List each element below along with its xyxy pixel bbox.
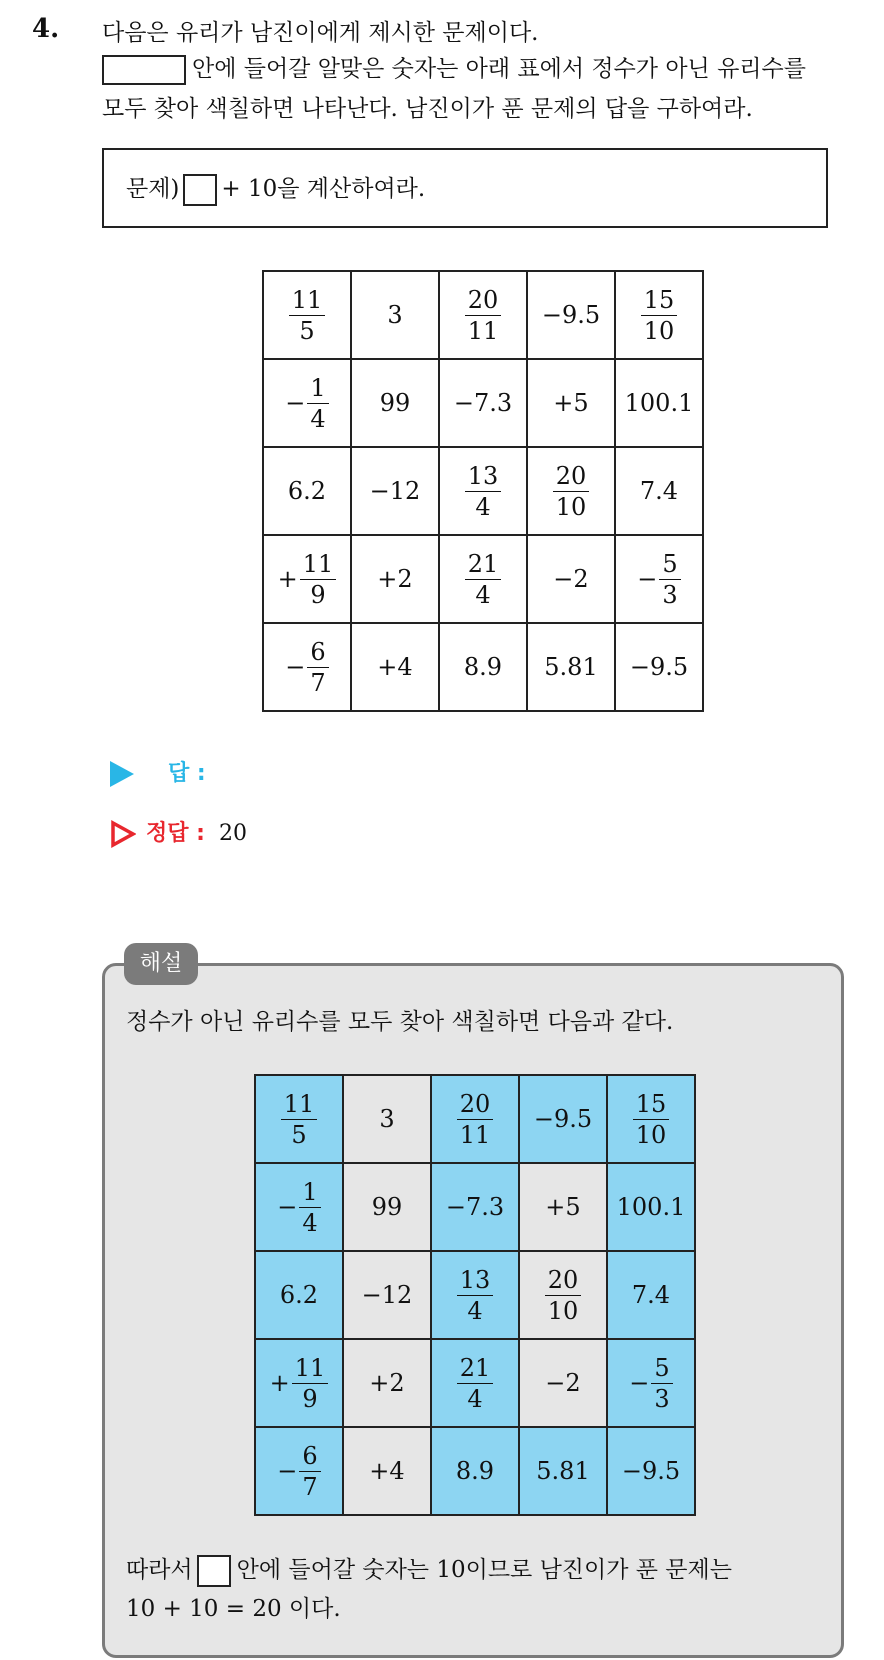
fraction bbox=[457, 1089, 494, 1149]
fraction-numerator: 11 bbox=[281, 1092, 318, 1120]
table-cell bbox=[439, 447, 527, 535]
fraction-numerator: 20 bbox=[465, 288, 502, 316]
cell-value: −9.5 bbox=[621, 1457, 681, 1485]
table-cell bbox=[527, 447, 615, 535]
table-cell bbox=[431, 1339, 519, 1427]
cell-value: +2 bbox=[369, 1369, 405, 1397]
fraction-numerator: 15 bbox=[641, 288, 678, 316]
fraction-denominator: 9 bbox=[302, 1384, 318, 1413]
problem-suffix: + 10을 계산하여라. bbox=[221, 176, 426, 202]
number-table bbox=[262, 270, 704, 712]
question-line-1: 다음은 유리가 남진이에게 제시한 문제이다. bbox=[102, 20, 539, 46]
fraction-denominator: 4 bbox=[467, 1296, 483, 1325]
fraction bbox=[545, 1265, 582, 1325]
cell-value: +4 bbox=[377, 653, 413, 681]
play-outline-icon bbox=[110, 820, 136, 848]
table-cell bbox=[263, 271, 351, 359]
fraction-denominator: 4 bbox=[467, 1384, 483, 1413]
fraction-numerator: 15 bbox=[633, 1092, 670, 1120]
fraction-sign: − bbox=[277, 1193, 298, 1221]
table-cell bbox=[615, 535, 703, 623]
question-line-2: 안에 들어갈 알맞은 숫자는 아래 표에서 정수가 아닌 유리수를 bbox=[192, 56, 806, 82]
fraction-sign: − bbox=[285, 653, 306, 681]
table-cell bbox=[615, 359, 703, 447]
fraction-numerator: 11 bbox=[300, 552, 337, 580]
table-cell bbox=[615, 271, 703, 359]
cell-value: +5 bbox=[545, 1193, 581, 1221]
fraction-denominator: 10 bbox=[643, 316, 675, 345]
fraction bbox=[292, 1353, 329, 1413]
table-cell bbox=[255, 1339, 343, 1427]
fraction bbox=[289, 285, 326, 345]
table-row bbox=[263, 535, 703, 623]
cell-value: −9.5 bbox=[541, 301, 601, 329]
table-cell bbox=[343, 1163, 431, 1251]
fraction-denominator: 10 bbox=[555, 492, 587, 521]
correct-answer-label: 정답 : bbox=[146, 821, 205, 846]
cell-value: +2 bbox=[377, 565, 413, 593]
fraction-numerator: 21 bbox=[457, 1356, 494, 1384]
fraction-denominator: 11 bbox=[467, 316, 499, 345]
table-row bbox=[263, 447, 703, 535]
fraction-numerator: 13 bbox=[457, 1268, 494, 1296]
fraction-denominator: 11 bbox=[459, 1120, 491, 1149]
cell-value: −9.5 bbox=[533, 1105, 593, 1133]
fraction-sign: − bbox=[629, 1369, 650, 1397]
table-cell bbox=[607, 1075, 695, 1163]
answer-blank-box bbox=[102, 55, 186, 85]
cell-value: +5 bbox=[553, 389, 589, 417]
fraction bbox=[457, 1353, 494, 1413]
table-cell bbox=[615, 623, 703, 711]
fraction-denominator: 10 bbox=[635, 1120, 667, 1149]
table-cell bbox=[263, 359, 351, 447]
solution-conclusion-line-1 bbox=[126, 1551, 732, 1587]
table-cell bbox=[615, 447, 703, 535]
table-cell bbox=[351, 271, 439, 359]
cell-value: 7.4 bbox=[631, 1281, 671, 1309]
table-cell bbox=[255, 1163, 343, 1251]
fraction-denominator: 5 bbox=[291, 1120, 307, 1149]
cell-value: 3 bbox=[387, 301, 403, 329]
cell-value: +4 bbox=[369, 1457, 405, 1485]
conclusion-blank bbox=[197, 1555, 231, 1587]
fraction-sign: − bbox=[285, 389, 306, 417]
fraction-numerator: 1 bbox=[307, 376, 328, 404]
solution-tag: 해설 bbox=[124, 943, 198, 985]
fraction bbox=[465, 549, 502, 609]
fraction-numerator: 21 bbox=[465, 552, 502, 580]
fraction-numerator: 6 bbox=[307, 640, 328, 668]
fraction bbox=[633, 1089, 670, 1149]
table-cell bbox=[439, 359, 527, 447]
fraction-denominator: 7 bbox=[310, 668, 326, 697]
problem-prefix: 문제) bbox=[126, 176, 180, 202]
table-cell bbox=[519, 1427, 607, 1515]
table-cell bbox=[519, 1339, 607, 1427]
fraction-numerator: 5 bbox=[659, 552, 680, 580]
fraction bbox=[465, 285, 502, 345]
table-cell bbox=[431, 1075, 519, 1163]
table-cell bbox=[527, 359, 615, 447]
table-cell bbox=[351, 359, 439, 447]
fraction bbox=[299, 1177, 320, 1237]
table-cell bbox=[263, 535, 351, 623]
fraction bbox=[465, 461, 502, 521]
fraction bbox=[281, 1089, 318, 1149]
table-cell bbox=[431, 1251, 519, 1339]
table-row bbox=[263, 623, 703, 711]
fraction bbox=[300, 549, 337, 609]
table-cell bbox=[519, 1075, 607, 1163]
cell-value: −7.3 bbox=[453, 389, 513, 417]
cell-value: −12 bbox=[369, 477, 421, 505]
problem-text bbox=[126, 170, 425, 206]
table-cell bbox=[607, 1251, 695, 1339]
table-cell bbox=[343, 1427, 431, 1515]
cell-value: 8.9 bbox=[455, 1457, 495, 1485]
cell-value: 3 bbox=[379, 1105, 395, 1133]
table-row bbox=[263, 271, 703, 359]
cell-value: −2 bbox=[553, 565, 589, 593]
question-number: 4. bbox=[32, 14, 60, 44]
table-cell bbox=[527, 535, 615, 623]
fraction-denominator: 3 bbox=[662, 580, 678, 609]
correct-answer-row bbox=[110, 816, 247, 848]
fraction-sign: + bbox=[277, 565, 298, 593]
table-row bbox=[255, 1427, 695, 1515]
table-cell bbox=[527, 623, 615, 711]
table-row bbox=[263, 359, 703, 447]
fraction bbox=[457, 1265, 494, 1325]
fraction-denominator: 4 bbox=[302, 1208, 318, 1237]
cell-value: 5.81 bbox=[544, 653, 598, 681]
fraction bbox=[299, 1441, 320, 1501]
fraction-numerator: 6 bbox=[299, 1444, 320, 1472]
table-cell bbox=[263, 623, 351, 711]
table-cell bbox=[343, 1251, 431, 1339]
fraction-numerator: 11 bbox=[289, 288, 326, 316]
cell-value: 99 bbox=[371, 1193, 403, 1221]
cell-value: 6.2 bbox=[279, 1281, 319, 1309]
fraction-numerator: 20 bbox=[553, 464, 590, 492]
fraction-denominator: 3 bbox=[654, 1384, 670, 1413]
table-cell bbox=[607, 1339, 695, 1427]
table-cell bbox=[255, 1075, 343, 1163]
fraction-numerator: 1 bbox=[299, 1180, 320, 1208]
problem-box bbox=[102, 148, 828, 228]
fraction bbox=[307, 373, 328, 433]
fraction bbox=[641, 285, 678, 345]
table-cell bbox=[351, 447, 439, 535]
solution-table bbox=[254, 1074, 696, 1516]
cell-value: 6.2 bbox=[287, 477, 327, 505]
fraction-denominator: 10 bbox=[547, 1296, 579, 1325]
table-row bbox=[255, 1075, 695, 1163]
fraction bbox=[659, 549, 680, 609]
fraction bbox=[553, 461, 590, 521]
table-cell bbox=[263, 447, 351, 535]
table-cell bbox=[439, 271, 527, 359]
table-cell bbox=[351, 623, 439, 711]
table-row bbox=[255, 1251, 695, 1339]
answer-row bbox=[110, 756, 206, 787]
cell-value: −12 bbox=[361, 1281, 413, 1309]
table-cell bbox=[255, 1251, 343, 1339]
fraction-sign: − bbox=[637, 565, 658, 593]
table-cell bbox=[439, 535, 527, 623]
conclusion-pre: 따라서 bbox=[126, 1557, 193, 1583]
conclusion-post: 안에 들어갈 숫자는 10이므로 남진이가 푼 문제는 bbox=[236, 1557, 732, 1583]
fraction-sign: − bbox=[277, 1457, 298, 1485]
table-cell bbox=[351, 535, 439, 623]
table-cell bbox=[255, 1427, 343, 1515]
solution-intro: 정수가 아닌 유리수를 모두 찾아 색칠하면 다음과 같다. bbox=[126, 1009, 674, 1035]
cell-value: −9.5 bbox=[629, 653, 689, 681]
table-cell bbox=[519, 1163, 607, 1251]
play-filled-icon bbox=[110, 761, 134, 787]
table-cell bbox=[431, 1427, 519, 1515]
table-cell bbox=[527, 271, 615, 359]
cell-value: 99 bbox=[379, 389, 411, 417]
solution-conclusion-line-2: 10 + 10 = 20 이다. bbox=[126, 1596, 341, 1622]
cell-value: −7.3 bbox=[445, 1193, 505, 1221]
table-cell bbox=[439, 623, 527, 711]
fraction-denominator: 4 bbox=[310, 404, 326, 433]
cell-value: 7.4 bbox=[639, 477, 679, 505]
fraction-numerator: 5 bbox=[651, 1356, 672, 1384]
table-cell bbox=[431, 1163, 519, 1251]
cell-value: −2 bbox=[545, 1369, 581, 1397]
table-cell bbox=[519, 1251, 607, 1339]
fraction bbox=[307, 637, 328, 697]
fraction-denominator: 9 bbox=[310, 580, 326, 609]
answer-label: 답 : bbox=[168, 761, 206, 786]
question-line-3: 모두 찾아 색칠하면 나타난다. 남진이가 푼 문제의 답을 구하여라. bbox=[102, 96, 753, 122]
fraction-denominator: 4 bbox=[475, 580, 491, 609]
cell-value: 100.1 bbox=[624, 389, 694, 417]
table-cell bbox=[607, 1427, 695, 1515]
fraction-sign: + bbox=[269, 1369, 290, 1397]
table-row bbox=[255, 1339, 695, 1427]
table-cell bbox=[343, 1339, 431, 1427]
table-cell bbox=[343, 1075, 431, 1163]
fraction-numerator: 13 bbox=[465, 464, 502, 492]
question-line-2-wrap bbox=[102, 50, 806, 85]
fraction-denominator: 5 bbox=[299, 316, 315, 345]
fraction-numerator: 20 bbox=[545, 1268, 582, 1296]
problem-blank bbox=[183, 174, 217, 206]
table-cell bbox=[607, 1163, 695, 1251]
fraction-denominator: 7 bbox=[302, 1472, 318, 1501]
fraction bbox=[651, 1353, 672, 1413]
cell-value: 5.81 bbox=[536, 1457, 590, 1485]
fraction-numerator: 20 bbox=[457, 1092, 494, 1120]
fraction-numerator: 11 bbox=[292, 1356, 329, 1384]
correct-answer-value: 20 bbox=[218, 821, 247, 846]
table-row bbox=[255, 1163, 695, 1251]
fraction-denominator: 4 bbox=[475, 492, 491, 521]
cell-value: 100.1 bbox=[616, 1193, 686, 1221]
cell-value: 8.9 bbox=[463, 653, 503, 681]
